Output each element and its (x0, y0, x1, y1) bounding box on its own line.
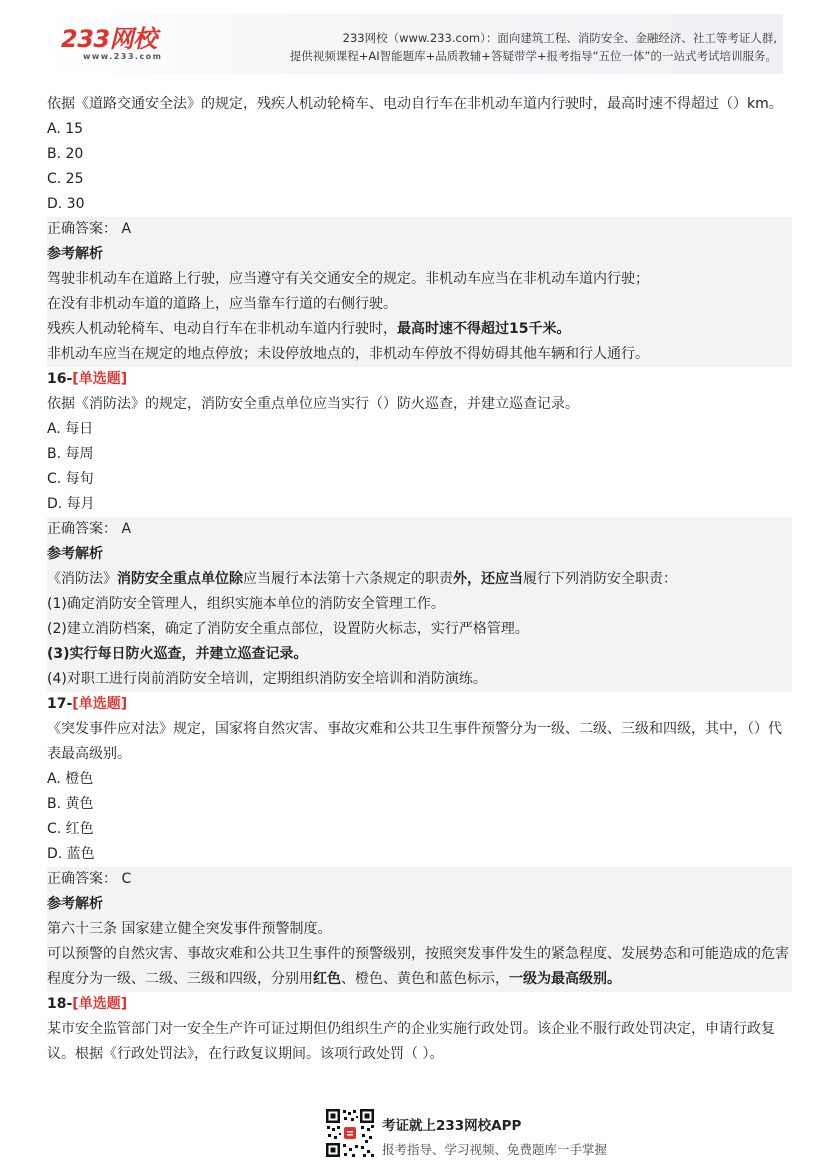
analysis-line: 非机动车应当在规定的地点停放；未设停放地点的，非机动车停放不得妨碍其他车辆和行人通行。 (47, 346, 649, 362)
answer-value: A (121, 521, 132, 537)
analysis-bold: 消防安全重点单位除 (117, 571, 243, 587)
question-18-header (47, 992, 792, 1017)
question-number: 18- (47, 996, 73, 1012)
analysis-bold: 实行每日防火巡查，并建立巡查记录。 (69, 646, 308, 662)
analysis-text: 《消防法》 (47, 571, 117, 587)
option-a: A. 每日 (47, 421, 94, 437)
brand-logo[interactable] (61, 26, 163, 62)
logo-text: 233网校 (61, 25, 157, 53)
analysis-line (47, 642, 792, 667)
question-type: [单选题] (72, 996, 128, 1012)
analysis-text: (3) (47, 646, 70, 662)
option-b: B. 20 (47, 146, 84, 162)
analysis-line (47, 567, 792, 592)
option-c: C. 每旬 (47, 471, 94, 487)
analysis-text: 可以预警的自然灾害、事故灾难和公共卫生事件的预警级别，按照突发事件发生的紧急程度、发展势态和可能造成的危害程度分为一级、二级、三级和四级，分别用 (47, 946, 789, 987)
question-15-stem: 依据《道路交通安全法》的规定，残疾人机动轮椅车、电动自行车在非机动车道内行驶时，最高时速不得超过（）km。 (47, 96, 783, 112)
header-description (290, 29, 777, 65)
analysis-text: 残疾人机动轮椅车、电动自行车在非机动车道内行驶时， (47, 321, 397, 337)
question-number: 16- (47, 371, 73, 387)
analysis-text: 履行下列消防安全职责： (523, 571, 677, 587)
answer-label: 正确答案： (47, 221, 117, 237)
analysis-bold: 外，还应当 (453, 571, 523, 587)
analysis-line: 在没有非机动车道的道路上，应当靠车行道的右侧行驶。 (47, 296, 397, 312)
analysis-text: 应当履行本法第十六条规定的职责 (243, 571, 453, 587)
option-b: B. 每周 (47, 446, 94, 462)
option-d: D. 每月 (47, 496, 95, 512)
analysis-line: 第六十三条 国家建立健全突发事件预警制度。 (47, 921, 332, 937)
analysis-bold: 红色 (313, 971, 341, 987)
question-number: 17- (47, 696, 73, 712)
question-type: [单选题] (72, 371, 128, 387)
analysis-line: 驾驶非机动车在道路上行驶，应当遵守有关交通安全的规定。非机动车应当在非机动车道内行驶； (47, 271, 649, 287)
header-line-2: 提供视频课程+AI智能题库+品质教辅+答疑带学+报考指导“五位一体”的一站式考试培训服务。 (289, 49, 777, 63)
correct-answer (47, 867, 792, 892)
logo-url: www.233.com (83, 52, 163, 61)
option-a: A. 橙色 (47, 771, 94, 787)
analysis-line (47, 317, 792, 342)
page-footer (325, 1108, 645, 1164)
option-b: B. 黄色 (47, 796, 94, 812)
question-17-header (47, 692, 792, 717)
question-content (47, 92, 792, 1067)
answer-block-17 (47, 867, 792, 992)
app-promo-title: 考证就上233网校APP (382, 1118, 522, 1134)
app-promo-subtitle: 报考指导、学习视频、免费题库一手掌握 (382, 1142, 608, 1157)
question-16-stem: 依据《消防法》的规定，消防安全重点单位应当实行（）防火巡查，并建立巡查记录。 (47, 396, 579, 412)
correct-answer (47, 517, 792, 542)
header-line-1: 233网校（www.233.com）：面向建筑工程、消防安全、金融经济、社工等考证人群, (342, 31, 777, 45)
option-d: D. 30 (47, 196, 85, 212)
question-18-stem: 某市安全监管部门对一安全生产许可证过期但仍组织生产的企业实施行政处罚。该企业不服行政处罚决定，申请行政复议。根据《行政处罚法》，在行政复议期间。该项行政处罚（ ）。 (47, 1021, 775, 1062)
analysis-line: (4)对职工进行岗前消防安全培训，定期组织消防安全培训和消防演练。 (47, 671, 487, 687)
option-c: C. 25 (47, 171, 84, 187)
question-type: [单选题] (72, 696, 128, 712)
answer-block-15 (47, 217, 792, 367)
analysis-bold: 最高时速不得超过15千米。 (397, 321, 571, 337)
option-d: D. 蓝色 (47, 846, 95, 862)
option-c: C. 红色 (47, 821, 94, 837)
analysis-line: (2)建立消防档案，确定了消防安全重点部位，设置防火标志，实行严格管理。 (47, 621, 529, 637)
answer-block-16 (47, 517, 792, 692)
analysis-bold: 一级为最高级别。 (509, 971, 621, 987)
qr-code-icon[interactable] (325, 1108, 375, 1158)
analysis-title: 参考解析 (47, 546, 103, 562)
answer-label: 正确答案： (47, 521, 117, 537)
question-16-header (47, 367, 792, 392)
option-a: A. 15 (47, 121, 84, 137)
analysis-line: (1)确定消防安全管理人，组织实施本单位的消防安全管理工作。 (47, 596, 445, 612)
answer-value: A (121, 221, 132, 237)
correct-answer (47, 217, 792, 242)
answer-value: C (121, 871, 132, 887)
page-header (47, 14, 783, 74)
answer-label: 正确答案： (47, 871, 117, 887)
analysis-line (47, 942, 792, 992)
analysis-text: 、橙色、黄色和蓝色标示， (341, 971, 509, 987)
analysis-title: 参考解析 (47, 896, 103, 912)
question-17-stem: 《突发事件应对法》规定，国家将自然灾害、事故灾难和公共卫生事件预警分为一级、二级、三级和四级，其中，（）代表最高级别。 (47, 721, 782, 762)
analysis-title: 参考解析 (47, 246, 103, 262)
